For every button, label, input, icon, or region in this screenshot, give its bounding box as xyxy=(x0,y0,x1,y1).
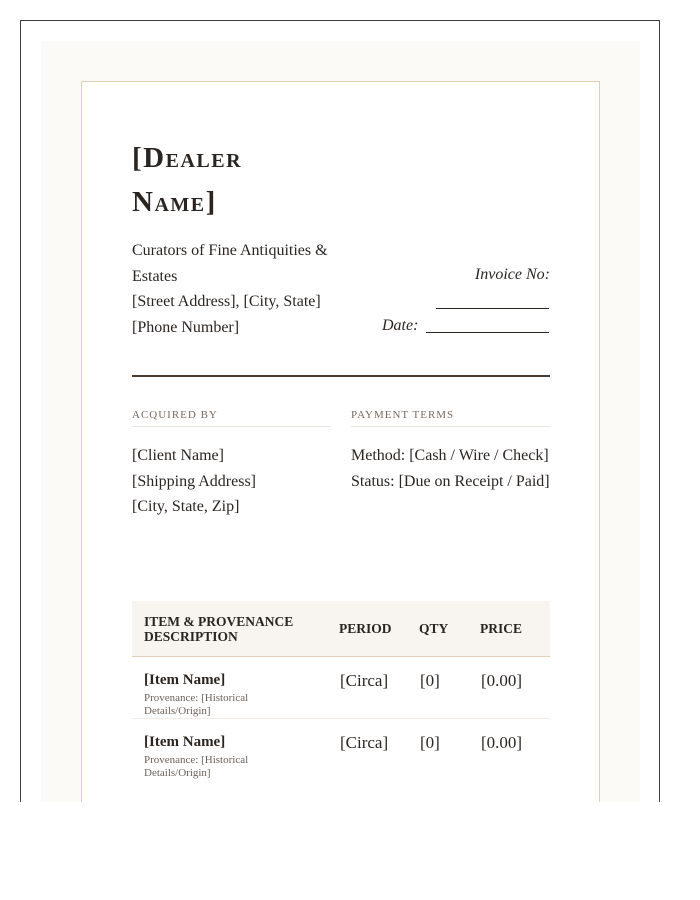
dealer-phone: [Phone Number] xyxy=(132,318,240,336)
dealer-tagline-line: Curators of Fine Antiquities & xyxy=(132,242,328,259)
payment-terms-details xyxy=(351,443,550,494)
header-divider xyxy=(132,375,550,377)
item-description-cell xyxy=(132,657,339,719)
item-description-cell xyxy=(132,719,339,781)
dealer-tagline-line: Estates xyxy=(132,267,178,285)
dealer-name: [Dealer Name] xyxy=(132,142,243,218)
item-qty: [0] xyxy=(420,733,440,752)
column-header-price: PRICE xyxy=(480,601,550,657)
item-provenance: Provenance: [Historical Details/Origin] xyxy=(144,692,249,717)
dealer-address: [Street Address], [City, State] xyxy=(132,293,321,310)
item-qty: [0] xyxy=(419,657,480,719)
column-header-description: ITEM & PROVENANCE DESCRIPTION xyxy=(132,601,339,657)
column-header-qty: QTY xyxy=(419,601,480,657)
item-name: [Item Name] xyxy=(144,734,226,750)
payment-method: Method: [Cash / Wire / Check] xyxy=(351,447,549,464)
payment-status: Status: [Due on Receipt / Paid] xyxy=(351,472,550,490)
date-label: Date: xyxy=(382,317,419,334)
payment-terms-heading: PAYMENT TERMS xyxy=(351,408,550,427)
date-field[interactable] xyxy=(426,332,549,333)
client-name: [Client Name] xyxy=(132,447,224,464)
invoice-number-label: Invoice No: xyxy=(474,266,550,283)
table-row xyxy=(132,719,550,781)
item-period: [Circa] xyxy=(339,657,419,719)
item-provenance: Provenance: [Historical Details/Origin] xyxy=(144,754,249,779)
item-price: [0.00] xyxy=(481,733,523,752)
item-name: [Item Name] xyxy=(144,672,226,688)
items-table xyxy=(132,601,550,780)
item-period: [Circa] xyxy=(340,733,389,752)
dealer-details xyxy=(132,238,372,340)
table-row xyxy=(132,657,550,719)
shipping-address: [Shipping Address] xyxy=(132,472,256,490)
acquired-by-details xyxy=(132,443,331,520)
table-header-row xyxy=(132,601,550,657)
invoice-number-field[interactable] xyxy=(436,308,549,309)
column-header-period: PERIOD xyxy=(339,601,419,657)
item-price: [0.00] xyxy=(480,657,550,719)
client-city-state-zip: [City, State, Zip] xyxy=(132,498,240,515)
acquired-by-heading: ACQUIRED BY xyxy=(132,408,331,427)
